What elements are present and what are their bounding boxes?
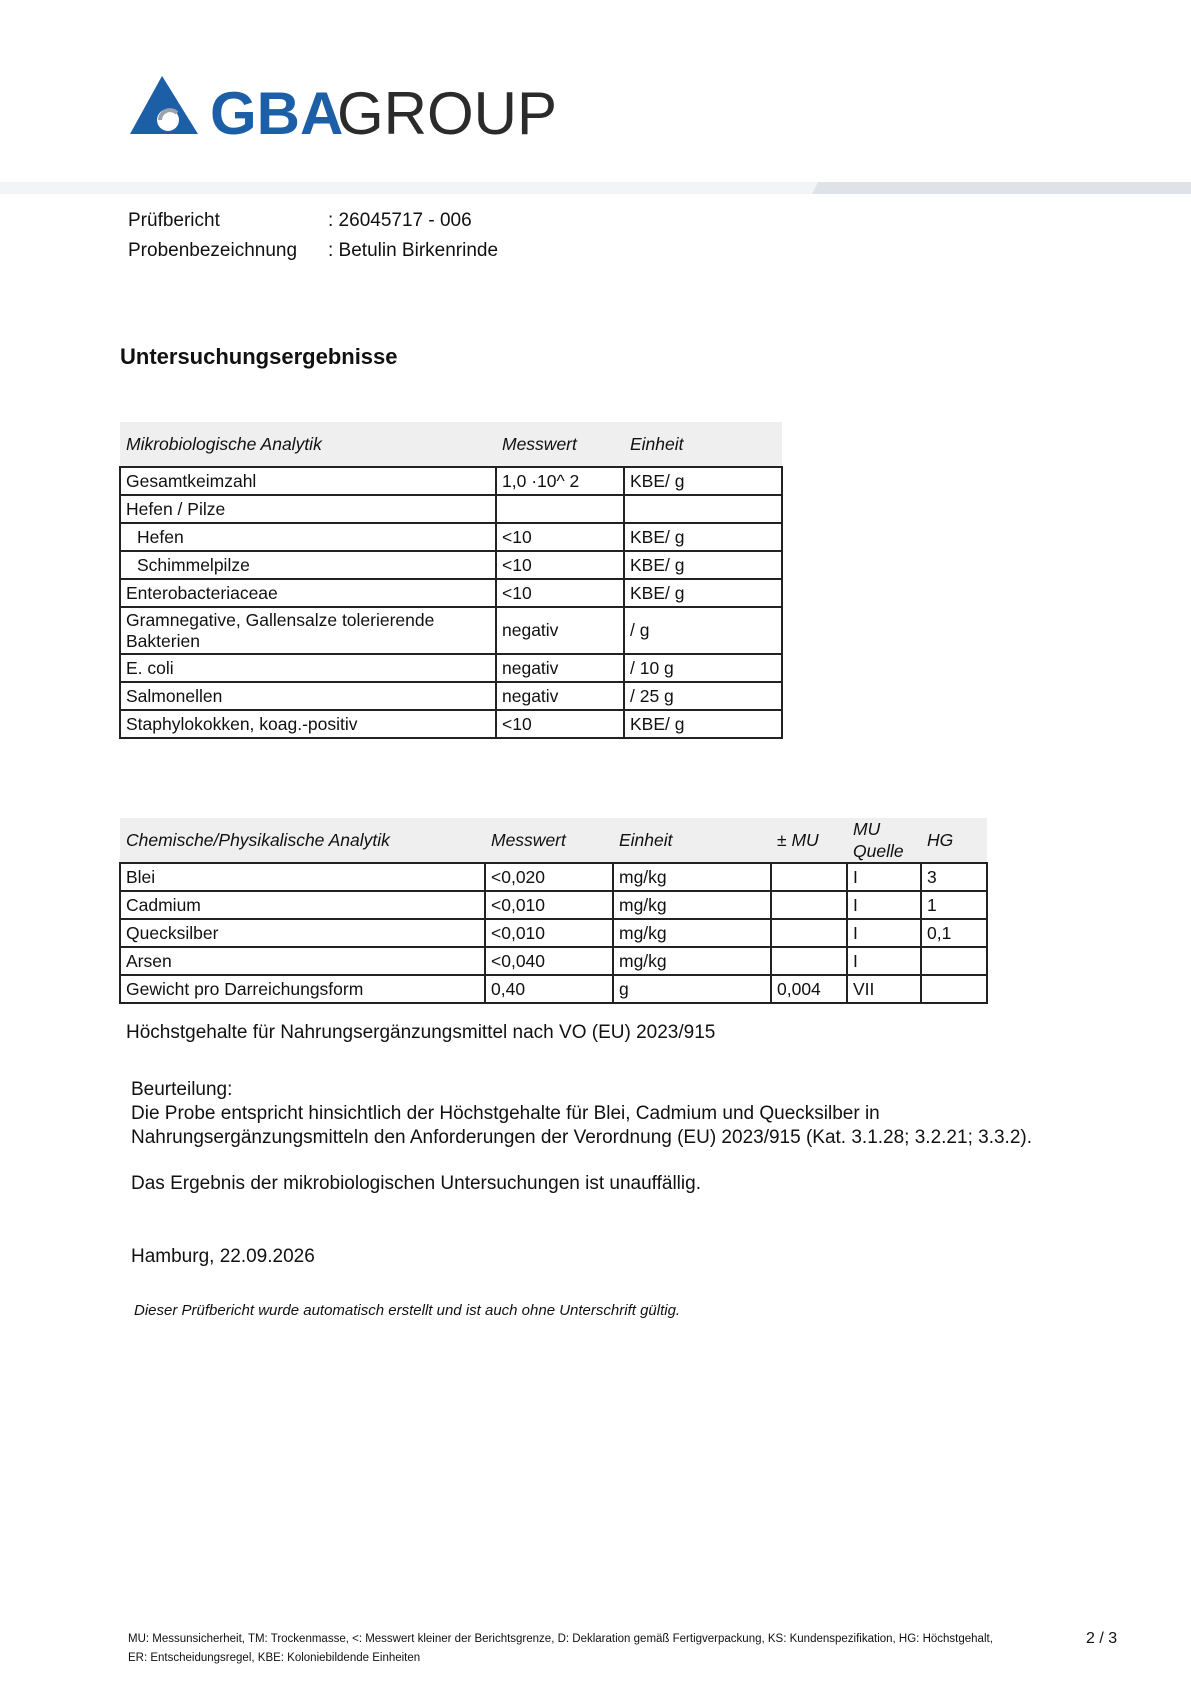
unit: mg/kg (613, 863, 771, 891)
logo-group-text: GROUP (337, 80, 558, 146)
column-header: Einheit (613, 818, 771, 863)
measured-value: <10 (496, 523, 624, 551)
report-number-value: : 26045717 - 006 (328, 210, 472, 231)
table-row (120, 523, 782, 551)
analyte-name: Cadmium (120, 891, 485, 919)
measured-value: <0,020 (485, 863, 613, 891)
analyte-name: Staphylokokken, koag.-positiv (120, 710, 496, 738)
table-row (120, 607, 782, 654)
max-level-note: Höchstgehalte für Nahrungsergänzungsmittel nach VO (EU) 2023/915 (126, 1022, 716, 1043)
analyte-name: Hefen / Pilze (120, 495, 496, 523)
table-row (120, 467, 782, 495)
unit: / 25 g (624, 682, 782, 710)
table-row (120, 682, 782, 710)
assessment-heading: Beurteilung: (131, 1079, 233, 1100)
logo-mark-icon (130, 76, 198, 134)
unit: g (613, 975, 771, 1003)
sample-name-value: : Betulin Birkenrinde (328, 240, 499, 261)
unit: / g (624, 607, 782, 654)
max-level: 3 (921, 863, 987, 891)
analyte-name: Enterobacteriaceae (120, 579, 496, 607)
microbiology-table (119, 422, 783, 739)
chemistry-table (119, 818, 988, 1004)
gba-group-logo (130, 76, 570, 146)
table-row (120, 947, 987, 975)
analyte-name: E. coli (120, 654, 496, 682)
measurement-uncertainty (771, 863, 847, 891)
column-header: Messwert (485, 818, 613, 863)
column-header: Einheit (624, 422, 782, 467)
unit: mg/kg (613, 919, 771, 947)
analyte-name: Blei (120, 863, 485, 891)
table-row (120, 919, 987, 947)
measurement-uncertainty (771, 919, 847, 947)
section-title: Untersuchungsergebnisse (120, 344, 398, 369)
analyte-name: Gesamtkeimzahl (120, 467, 496, 495)
unit: KBE/ g (624, 467, 782, 495)
table-header-row (120, 422, 782, 467)
measured-value: negativ (496, 607, 624, 654)
microbiology-result-text: Das Ergebnis der mikrobiologischen Untersuchungen ist unauffällig. (131, 1173, 701, 1194)
unit: KBE/ g (624, 579, 782, 607)
mu-source: I (847, 947, 921, 975)
max-level: 0,1 (921, 919, 987, 947)
mu-source: I (847, 891, 921, 919)
analyte-name: Salmonellen (120, 682, 496, 710)
measured-value: negativ (496, 682, 624, 710)
table-row (120, 710, 782, 738)
unit: / 10 g (624, 654, 782, 682)
measured-value: <10 (496, 579, 624, 607)
table-row (120, 975, 987, 1003)
report-number-label: Prüfbericht (128, 210, 220, 231)
table-row (120, 654, 782, 682)
measured-value: <0,040 (485, 947, 613, 975)
max-level (921, 947, 987, 975)
mu-source: I (847, 863, 921, 891)
table-row (120, 891, 987, 919)
analyte-name: Quecksilber (120, 919, 485, 947)
table-row (120, 551, 782, 579)
auto-generated-note: Dieser Prüfbericht wurde automatisch erstellt und ist auch ohne Unterschrift gültig. (134, 1302, 681, 1319)
measured-value: <10 (496, 551, 624, 579)
page-number: 2 / 3 (1086, 1630, 1118, 1647)
analyte-name: Gewicht pro Darreichungsform (120, 975, 485, 1003)
column-header: Messwert (496, 422, 624, 467)
column-header: ± MU (771, 818, 847, 863)
mu-source: I (847, 919, 921, 947)
unit (624, 495, 782, 523)
measured-value: <0,010 (485, 919, 613, 947)
measurement-uncertainty: 0,004 (771, 975, 847, 1003)
measured-value: 0,40 (485, 975, 613, 1003)
assessment-text: Die Probe entspricht hinsichtlich der Höchstgehalte für Blei, Cadmium und Quecksilber in Nahrungsergänzungsmitteln den Anforderungen der Verordnung (EU) 2023/915 (Kat. 3.1.28; 3.2.21; 3.3.2). (131, 1103, 1032, 1148)
measurement-uncertainty (771, 947, 847, 975)
analyte-name: Hefen (120, 523, 496, 551)
footer-abbreviation-legend: MU: Messunsicherheit, TM: Trockenmasse, <: Messwert kleiner der Berichtsgrenze, D: Deklaration gemäß Fertigverpackung, KS: Kundenspezifikation, HG: Höchstgehalt, ER: Entscheidungsregel, KBE: Koloniebildende Einheiten (128, 1633, 993, 1664)
unit: mg/kg (613, 947, 771, 975)
column-header: MU Quelle (847, 818, 921, 863)
sample-name-label: Probenbezeichnung (128, 240, 298, 261)
table-row (120, 579, 782, 607)
measured-value: <0,010 (485, 891, 613, 919)
max-level: 1 (921, 891, 987, 919)
measured-value (496, 495, 624, 523)
measured-value: <10 (496, 710, 624, 738)
column-header: Chemische/Physikalische Analytik (120, 818, 485, 863)
table-row (120, 495, 782, 523)
max-level (921, 975, 987, 1003)
measurement-uncertainty (771, 891, 847, 919)
analyte-name: Gramnegative, Gallensalze tolerierende Bakterien (120, 607, 496, 654)
measured-value: negativ (496, 654, 624, 682)
mu-source: VII (847, 975, 921, 1003)
unit: KBE/ g (624, 523, 782, 551)
column-header: HG (921, 818, 987, 863)
column-header: Mikrobiologische Analytik (120, 422, 496, 467)
logo-gba-text: GBA (210, 80, 344, 146)
header-band (0, 180, 1191, 198)
measured-value: 1,0 ·10^ 2 (496, 467, 624, 495)
table-header-row (120, 818, 987, 863)
unit: KBE/ g (624, 551, 782, 579)
unit: mg/kg (613, 891, 771, 919)
table-row (120, 863, 987, 891)
analyte-name: Schimmelpilze (120, 551, 496, 579)
analyte-name: Arsen (120, 947, 485, 975)
place-date: Hamburg, 22.09.2026 (131, 1246, 315, 1267)
unit: KBE/ g (624, 710, 782, 738)
